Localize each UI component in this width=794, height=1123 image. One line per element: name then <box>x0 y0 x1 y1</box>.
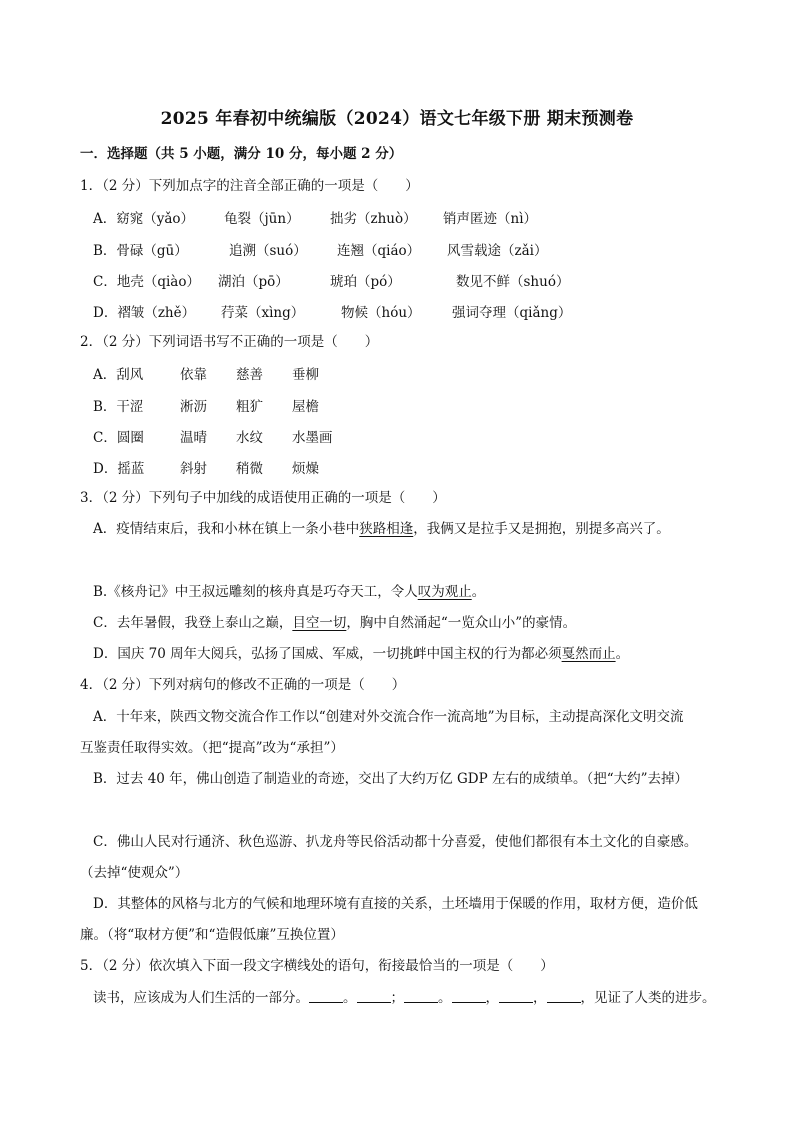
answer-blank-1[interactable] <box>309 988 343 1003</box>
q2-option-d-2: 斜射 <box>180 461 207 477</box>
q3-option-a-idiom: 狭路相逢 <box>359 521 414 537</box>
q1-option-b-2: 追溯（suó） <box>229 243 307 259</box>
q1-option-b-4: 风雪载途（zǎi） <box>447 243 548 259</box>
q2-option-c-2: 温晴 <box>180 430 207 446</box>
q2-option-d-1: D．摇蓝 <box>93 461 145 477</box>
q1-option-c-3: 琥珀（pó） <box>330 274 401 290</box>
q1-option-a-4: 销声匿迹（nì） <box>443 211 538 227</box>
q2-option-b-4: 屋檐 <box>292 399 319 415</box>
q3-option-d-rest: 。 <box>615 646 630 662</box>
q1-option-d-2: 荇菜（xìng） <box>221 305 305 321</box>
q3-option-c <box>93 613 576 633</box>
question-1-stem: 1．（2 分）下列加点字的注音全部正确的一项是（ ） <box>80 178 419 194</box>
q3-option-b-idiom: 叹为观止 <box>417 584 472 600</box>
q1-option-c-4: 数见不鲜（shuó） <box>456 274 570 290</box>
q5-passage-end: ，见证了人类的进步。 <box>580 990 716 1006</box>
q5-separator-4: ， <box>485 990 499 1006</box>
q2-option-c-4: 水墨画 <box>292 430 333 446</box>
q5-passage-text: 读书，应该成为人们生活的一部分。 <box>93 990 309 1006</box>
q3-option-d-idiom: 戛然而止 <box>561 646 616 662</box>
page-title: 2025 年春初中统编版（2024）语文七年级下册 期末预测卷 <box>160 109 634 129</box>
answer-blank-6[interactable] <box>547 988 581 1003</box>
q2-option-c-1: C．圆圈 <box>93 430 144 446</box>
question-2-stem: 2．（2 分）下列词语书写不正确的一项是（ ） <box>80 334 379 350</box>
q3-option-c-text: C．去年暑假，我登上泰山之巅， <box>93 615 293 631</box>
q2-option-a-1: A．刮风 <box>93 367 144 383</box>
q3-option-b <box>93 582 485 602</box>
answer-blank-3[interactable] <box>404 988 438 1003</box>
q4-option-d-line2: 廉。（将“取材方便”和“造假低廉”互换位置） <box>80 927 344 943</box>
q3-option-d <box>93 644 629 664</box>
q2-option-a-3: 慈善 <box>236 367 263 383</box>
q2-option-d-3: 稍微 <box>236 461 263 477</box>
q2-option-a-2: 依靠 <box>180 367 207 383</box>
q5-separator-5: ， <box>533 990 547 1006</box>
q2-option-c-3: 水纹 <box>236 430 263 446</box>
q4-option-c-line2: （去掉“使观众”） <box>80 865 189 881</box>
section-heading: 一．选择题（共 5 小题，满分 10 分，每小题 2 分） <box>80 146 403 162</box>
q2-option-d-4: 烦燥 <box>292 461 319 477</box>
q1-option-a-2: 龟裂（jūn） <box>224 211 300 227</box>
q4-option-d-line1: D．其整体的风格与北方的气候和地理环境有直接的关系，土坯墙用于保暖的作用，取材方便，造价低 <box>93 896 698 912</box>
q2-option-b-1: B．干涩 <box>93 399 144 415</box>
answer-blank-4[interactable] <box>452 988 486 1003</box>
q4-option-a-line2: 互鉴责任取得实效。（把“提高”改为“承担”） <box>80 740 344 756</box>
q3-option-a <box>93 519 670 539</box>
q1-option-c-1: C．地壳（qiào） <box>93 274 200 290</box>
question-4-stem: 4．（2 分）下列对病句的修改不正确的一项是（ ） <box>80 677 406 693</box>
q1-option-d-4: 强词夺理（qiǎng） <box>452 305 572 321</box>
q1-option-a-3: 拙劣（zhuò） <box>330 211 417 227</box>
q1-option-b-1: B．骨碌（gū） <box>93 243 188 259</box>
q3-option-c-rest: ，胸中自然涌起“一览众山小”的豪情。 <box>346 615 577 631</box>
q2-option-b-3: 粗犷 <box>236 399 263 415</box>
q2-option-b-2: 淅沥 <box>180 399 207 415</box>
q1-option-d-3: 物候（hóu） <box>341 305 421 321</box>
q3-option-b-rest: 。 <box>471 584 486 600</box>
q4-option-a-line1: A．十年来，陕西文物交流合作工作以“创建对外交流合作一流高地”为目标，主动提高深化文明交流 <box>93 709 684 725</box>
q3-option-a-text: A．疫情结束后，我和小林在镇上一条小巷中 <box>93 521 360 537</box>
question-5-stem: 5．（2 分）依次填入下面一段文字横线处的语句，衔接最恰当的一项是（ ） <box>80 958 554 974</box>
q3-option-d-text: D．国庆 70 周年大阅兵，弘扬了国威、军威，一切挑衅中国主权的行为都必须 <box>93 646 562 662</box>
q5-separator-1: 。 <box>343 990 357 1006</box>
q5-separator-2: ； <box>390 990 404 1006</box>
q1-option-a-1: A．窈窕（yǎo） <box>93 211 195 227</box>
q1-option-c-2: 湖泊（pō） <box>218 274 289 290</box>
q3-option-b-text: B.《核舟记》中王叔远雕刻的核舟真是巧夺天工，令人 <box>93 584 418 600</box>
q3-option-c-idiom: 目空一切 <box>292 615 347 631</box>
q2-option-a-4: 垂柳 <box>292 367 319 383</box>
answer-blank-2[interactable] <box>357 988 391 1003</box>
q5-passage <box>93 988 716 1008</box>
answer-blank-5[interactable] <box>499 988 533 1003</box>
q1-option-d-1: D．褶皱（zhě） <box>93 305 196 321</box>
q3-option-a-rest: ，我俩又是拉手又是拥抱，别提多高兴了。 <box>413 521 670 537</box>
q1-option-b-3: 连翘（qiáo） <box>337 243 421 259</box>
q4-option-c-line1: C．佛山人民对行通济、秋色巡游、扒龙舟等民俗活动都十分喜爱，使他们都很有本土文化的自豪感。 <box>93 834 698 850</box>
q4-option-b-line1: B．过去 40 年，佛山创造了制造业的奇迹，交出了大约万亿 GDP 左右的成绩单。（把“大约”去掉） <box>93 771 689 787</box>
q5-separator-3: 。 <box>438 990 452 1006</box>
question-3-stem: 3．（2 分）下列句子中加线的成语使用正确的一项是（ ） <box>80 490 446 506</box>
